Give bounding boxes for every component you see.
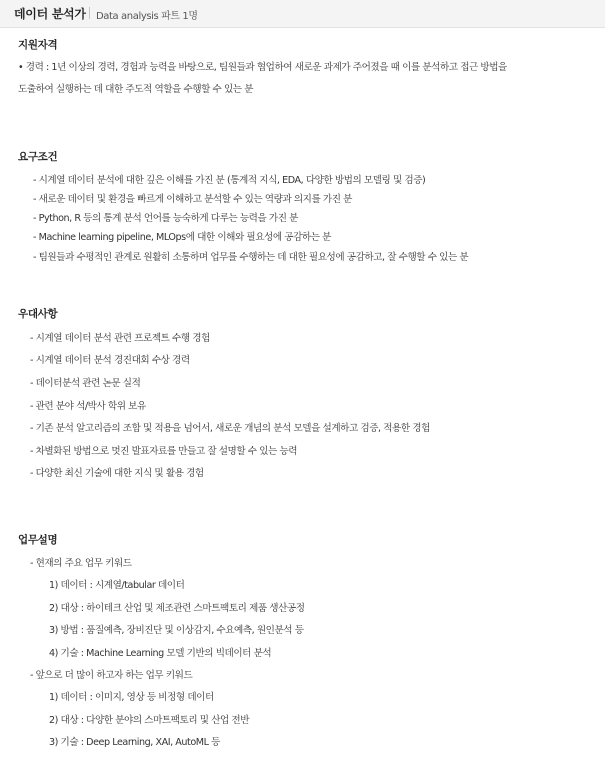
- posting-header: [0, 0, 605, 28]
- section-title-preferences: 우대사항: [18, 308, 58, 320]
- preference-item: - 데이터분석 관련 논문 실적: [30, 378, 141, 389]
- duty-heading-future: - 앞으로 더 많이 하고자 하는 업무 키워드: [30, 670, 193, 681]
- requirement-item: - Python, R 등의 통계 분석 언어를 능숙하게 다루는 능력을 가진 분: [33, 213, 298, 224]
- section-title-requirements: 요구조건: [18, 151, 58, 163]
- duty-current-item: 3) 방법 : 품질예측, 장비진단 및 이상감지, 수요예측, 원인분석 등: [49, 625, 304, 636]
- duty-current-item: 2) 대상 : 하이테크 산업 및 제조관련 스마트팩토리 제품 생산공정: [49, 603, 305, 614]
- duty-heading-current: - 현재의 주요 업무 키워드: [30, 558, 132, 569]
- preference-item: - 관련 분야 석/박사 학위 보유: [30, 401, 146, 412]
- duty-current-item: 4) 기술 : Machine Learning 모델 기반의 빅데이터 분석: [49, 648, 272, 659]
- requirement-item: - 새로운 데이터 및 환경을 빠르게 이해하고 분석할 수 있는 역량과 의지를 가진 분: [33, 194, 352, 205]
- section-title-duties: 업무설명: [18, 534, 58, 546]
- preference-item: - 다양한 최신 기술에 대한 지식 및 활용 경험: [30, 468, 204, 479]
- requirement-item: - 팀원들과 수평적인 관계로 원활히 소통하며 업무를 수행하는 데 대한 필요성에 공감하고, 잘 수행할 수 있는 분: [33, 252, 469, 263]
- job-subtitle: Data analysis 파트 1명: [96, 11, 198, 22]
- qualification-line: 도출하여 실행하는 데 대한 주도적 역할을 수행할 수 있는 분: [18, 84, 254, 95]
- preference-item: - 기존 분석 알고리즘의 조합 및 적용을 넘어서, 새로운 개념의 분석 모델을 설계하고 검증, 적용한 경험: [30, 423, 430, 434]
- section-title-qualifications: 지원자격: [18, 39, 58, 51]
- preference-item: - 시계열 데이터 분석 관련 프로젝트 수행 경험: [30, 333, 210, 344]
- requirement-item: - 시계열 데이터 분석에 대한 깊은 이해를 가진 분 (통계적 지식, EDA, 다양한 방법의 모델링 및 검증): [33, 175, 426, 186]
- job-title: 데이터 분석가: [14, 7, 86, 21]
- duty-future-item: 3) 기술 : Deep Learning, XAI, AutoML 등: [49, 737, 220, 748]
- duty-future-item: 1) 데이터 : 이미지, 영상 등 비정형 데이터: [49, 692, 214, 703]
- header-divider: [89, 7, 90, 19]
- requirement-item: - Machine learning pipeline, MLOps에 대한 이해와 필요성에 공감하는 분: [33, 232, 331, 243]
- qualification-line: • 경력 : 1년 이상의 경력, 경험과 능력을 바탕으로, 팀원들과 협업하여 새로운 과제가 주어졌을 때 이를 분석하고 접근 방법을: [18, 62, 507, 73]
- preference-item: - 시계열 데이터 분석 경진대회 수상 경력: [30, 355, 190, 366]
- duty-future-item: 2) 대상 : 다양한 분야의 스마트팩토리 및 산업 전반: [49, 715, 250, 726]
- duty-current-item: 1) 데이터 : 시계열/tabular 데이터: [49, 580, 185, 591]
- preference-item: - 차별화된 방법으로 멋진 발표자료를 만들고 잘 설명할 수 있는 능력: [30, 446, 298, 457]
